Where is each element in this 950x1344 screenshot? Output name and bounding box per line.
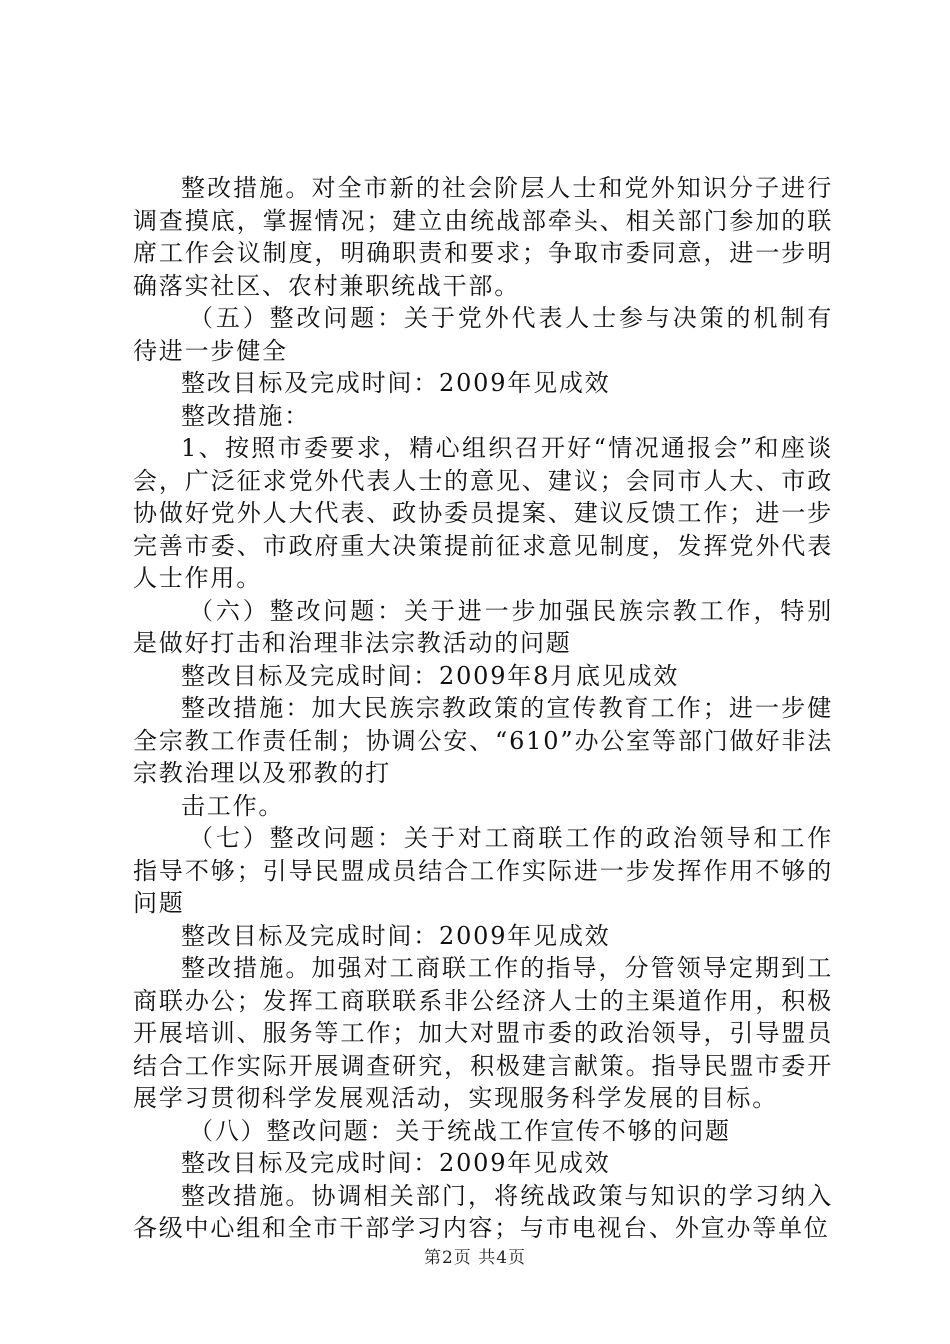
section-heading-6: （六）整改问题：关于进一步加强民族宗教工作，特别是做好打击和治理非法宗教活动的问题 (133, 596, 833, 657)
paragraph-measures-8: 整改措施。协调相关部门，将统战政策与知识的学习纳入各级中心组和全市干部学习内容；与市电视台、外宣办等单位 (133, 1181, 833, 1242)
paragraph-measures-7: 整改措施。加强对工商联工作的指导，分管领导定期到工商联办公；发挥工商联联系非公经济人士的主渠道作用，积极开展培训、服务等工作；加大对盟市委的政治领导，引导盟员结合工作实际开展调查研究，积极建言献策。指导民盟市委开展学习贯彻科学发展观活动，实现服务科学发展的目标。 (133, 954, 833, 1112)
page-footer (0, 1243, 950, 1268)
section-heading-7: （七）整改问题：关于对工商联工作的政治领导和工作指导不够；引导民盟成员结合工作实际进一步发挥作用不够的问题 (133, 824, 833, 917)
paragraph-measures-intro: 整改措施。对全市新的社会阶层人士和党外知识分子进行调查摸底，掌握情况；建立由统战部牵头、相关部门参加的联席工作会议制度，明确职责和要求；争取市委同意，进一步明确落实社区、农村兼职统战干部。 (133, 174, 833, 300)
section-heading-8: （八）整改问题：关于统战工作宣传不够的问题 (189, 1116, 731, 1145)
paragraph-measures-6: 整改措施：加大民族宗教政策的宣传教育工作；进一步健全宗教工作责任制；协调公安、“610”办公室等部门做好非法宗教治理以及邪教的打 (133, 694, 833, 787)
paragraph-target-7: 整改目标及完成时间：2009年见成效 (181, 921, 611, 950)
section-heading-5: （五）整改问题：关于党外代表人士参与决策的机制有待进一步健全 (133, 304, 833, 365)
paragraph-target-6: 整改目标及完成时间：2009年8月底见成效 (181, 661, 680, 690)
paragraph-target-8: 整改目标及完成时间：2009年见成效 (181, 1149, 611, 1177)
page-number-label: 第2页 共4页 (423, 1248, 527, 1268)
paragraph-measures-6-cont: 击工作。 (181, 791, 285, 820)
paragraph-measures-label-5: 整改措施： (181, 401, 310, 430)
paragraph-measure-item-1: 1、按照市委要求，精心组织召开好“情况通报会”和座谈会，广泛征求党外代表人士的意见、建议；会同市人大、市政协做好党外人大代表、政协委员提案、建议反馈工作；进一步完善市委、市政府重大决策提前征求意见制度，发挥党外代表人士作用。 (133, 434, 833, 592)
document-body (133, 172, 833, 1245)
paragraph-target-5: 整改目标及完成时间：2009年见成效 (181, 369, 611, 397)
